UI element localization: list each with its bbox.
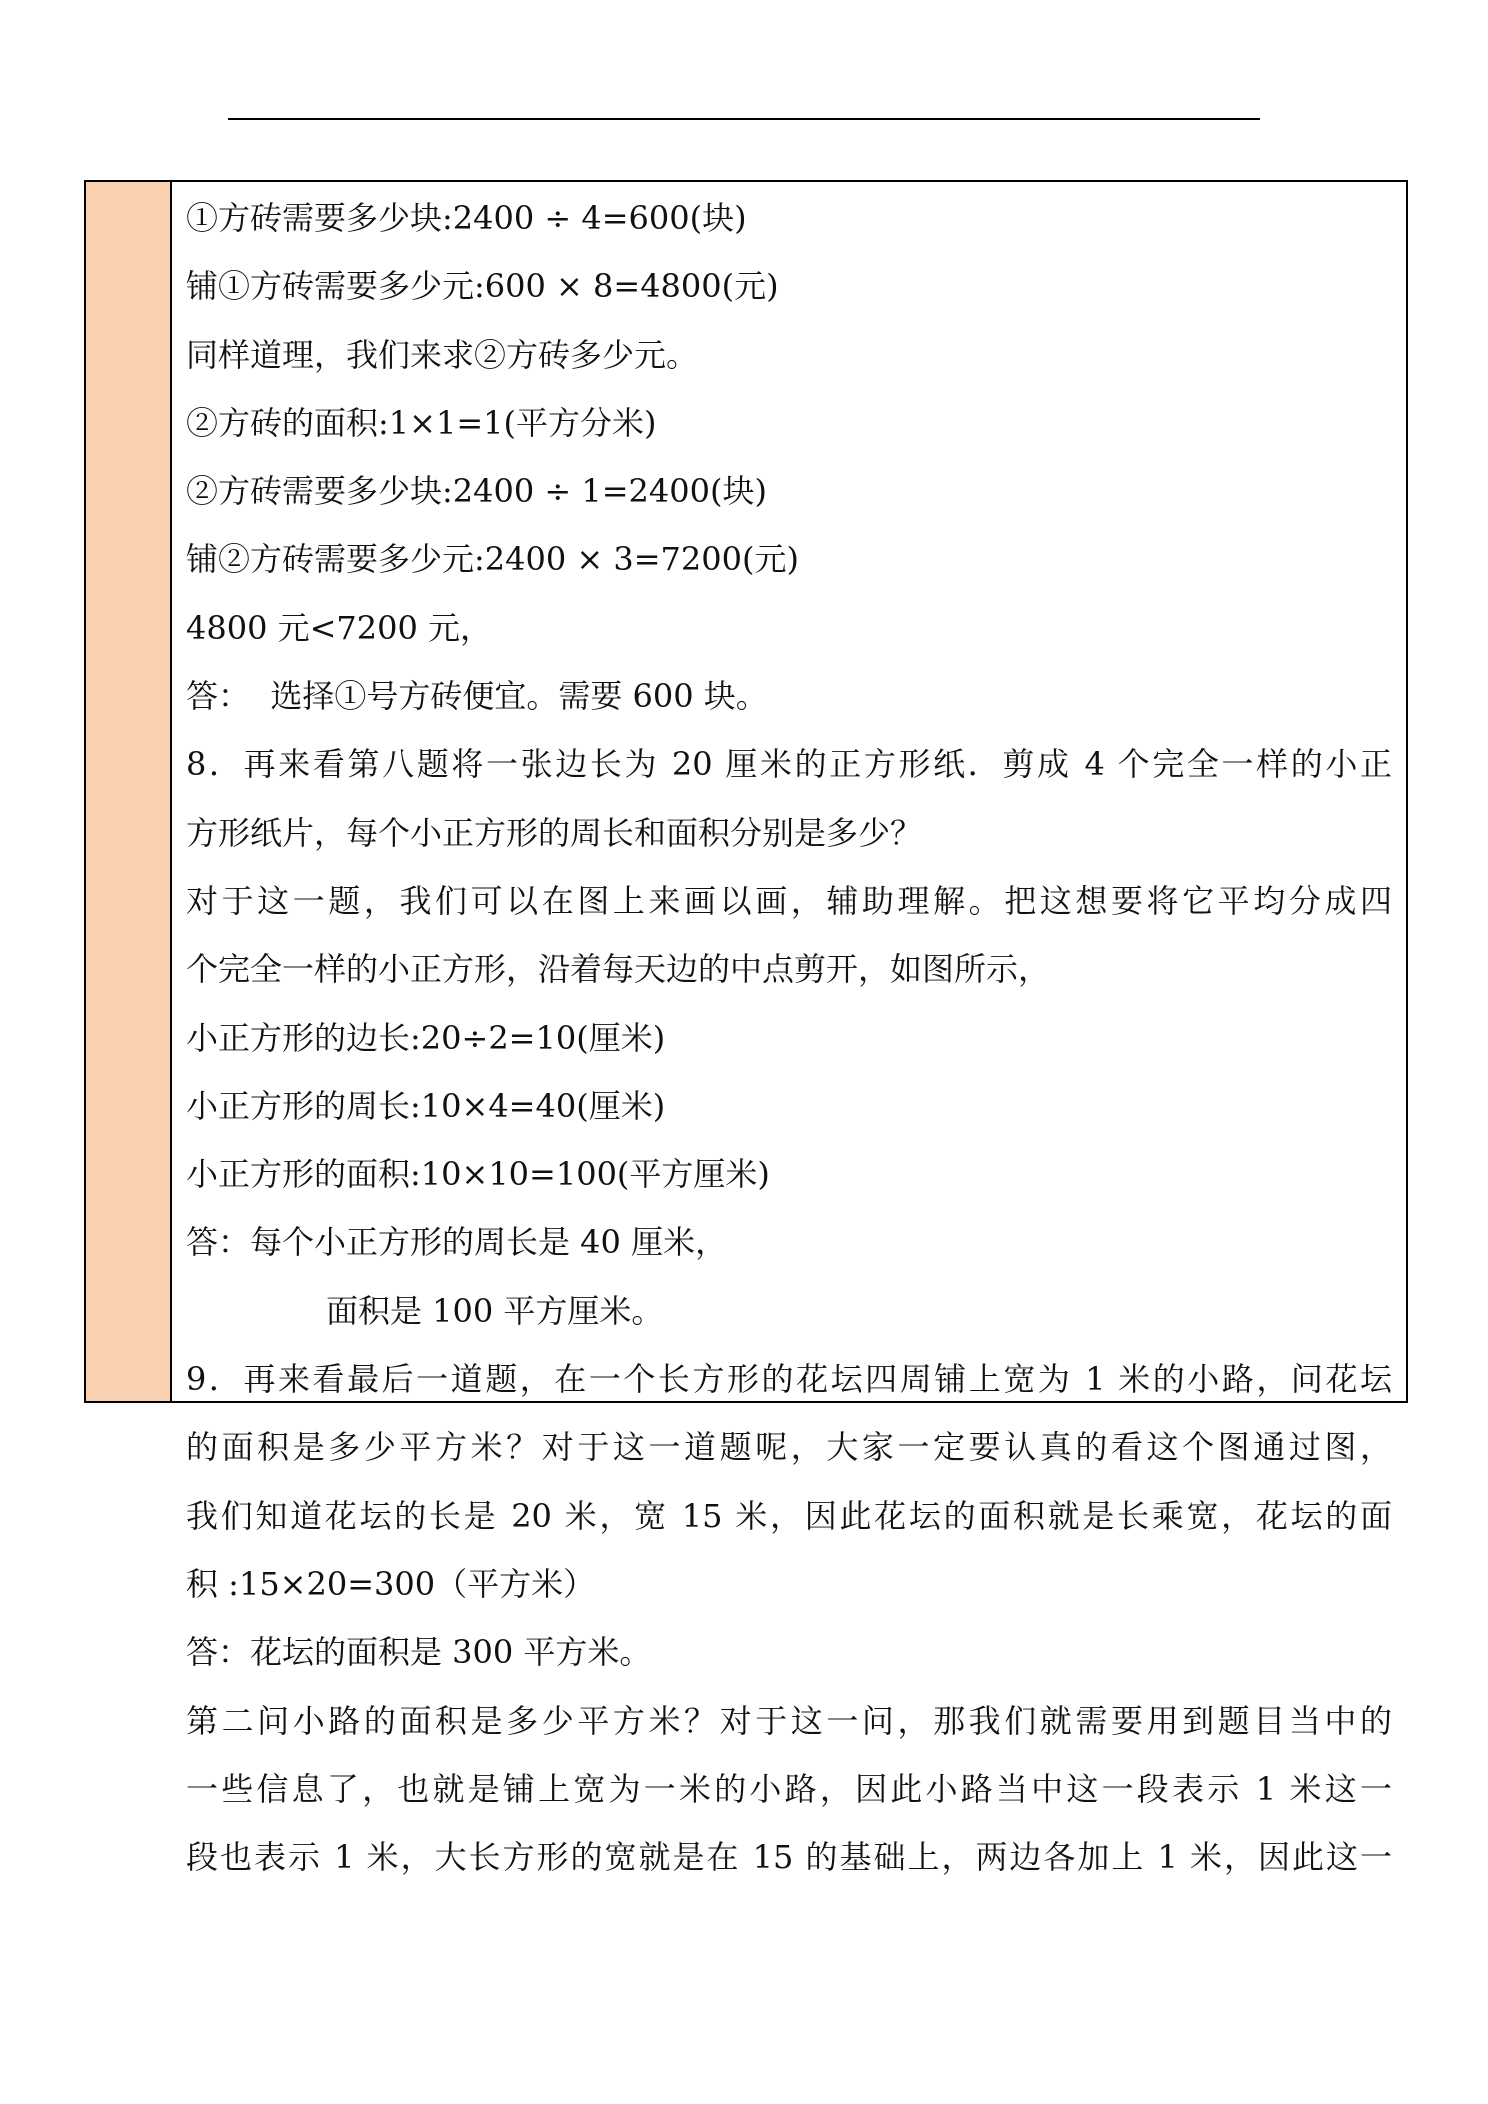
content-table [84,180,1408,1877]
text-line: 小正方形的周长:10×4=40(厘米) [186,1086,666,1125]
text-line: 铺②方砖需要多少元:2400 × 3=7200(元) [186,540,799,579]
answer-line: 答： 选择①号方砖便宜。需要 600 块。 [186,677,768,716]
text-line: 个完全一样的小正方形，沿着每天边的中点剪开，如图所示， [186,950,1051,989]
text-line: 段也表示 1 米，大长方形的宽就是在 15 的基础上，两边各加上 1 米，因此这一 [186,1838,1392,1877]
text-line: 我们知道花坛的长是 20 米，宽 15 米，因此花坛的面积就是长乘宽，花坛的面 [186,1496,1392,1535]
side-color-column [86,182,172,1401]
text-line: 一些信息了，也就是铺上宽为一米的小路，因此小路当中这一段表示 1 米这一 [186,1769,1392,1808]
question-9-line: 9．再来看最后一道题，在一个长方形的花坛四周铺上宽为 1 米的小路，问花坛 [186,1360,1392,1399]
text-line: ②方砖需要多少块:2400 ÷ 1=2400(块) [186,472,767,511]
answer-continuation-line: 面积是 100 平方厘米。 [326,1291,664,1330]
text-line: 小正方形的边长:20÷2=10(厘米) [186,1018,666,1057]
answer-line: 答：花坛的面积是 300 平方米。 [186,1633,652,1672]
text-line: 4800 元<7200 元， [186,608,493,647]
text-line: ①方砖需要多少块:2400 ÷ 4=600(块) [186,199,747,237]
content-cell [172,182,1406,1877]
text-line: 对于这一题，我们可以在图上来画以画，辅助理解。把这想要将它平均分成四 [186,881,1392,920]
text-line: 方形纸片，每个小正方形的周长和面积分别是多少？ [186,813,923,852]
text-line: 小正方形的面积:10×10=100(平方厘米) [186,1155,770,1194]
answer-line: 答：每个小正方形的周长是 40 厘米， [186,1223,728,1262]
text-line: 积 :15×20=300（平方米） [186,1564,596,1603]
text-line: 铺①方砖需要多少元:600 × 8=4800(元) [186,267,779,306]
question-8-line: 8．再来看第八题将一张边长为 20 厘米的正方形纸．剪成 4 个完全一样的小正 [186,745,1392,784]
text-line: ②方砖的面积:1×1=1(平方分米) [186,403,657,442]
text-line: 同样道理，我们来求②方砖多少元。 [186,335,699,374]
text-line: 的面积是多少平方米？对于这一道题呢，大家一定要认真的看这个图通过图， [186,1428,1392,1467]
text-line: 第二问小路的面积是多少平方米？对于这一问，那我们就需要用到题目当中的 [186,1701,1392,1740]
header-rule [228,118,1260,120]
